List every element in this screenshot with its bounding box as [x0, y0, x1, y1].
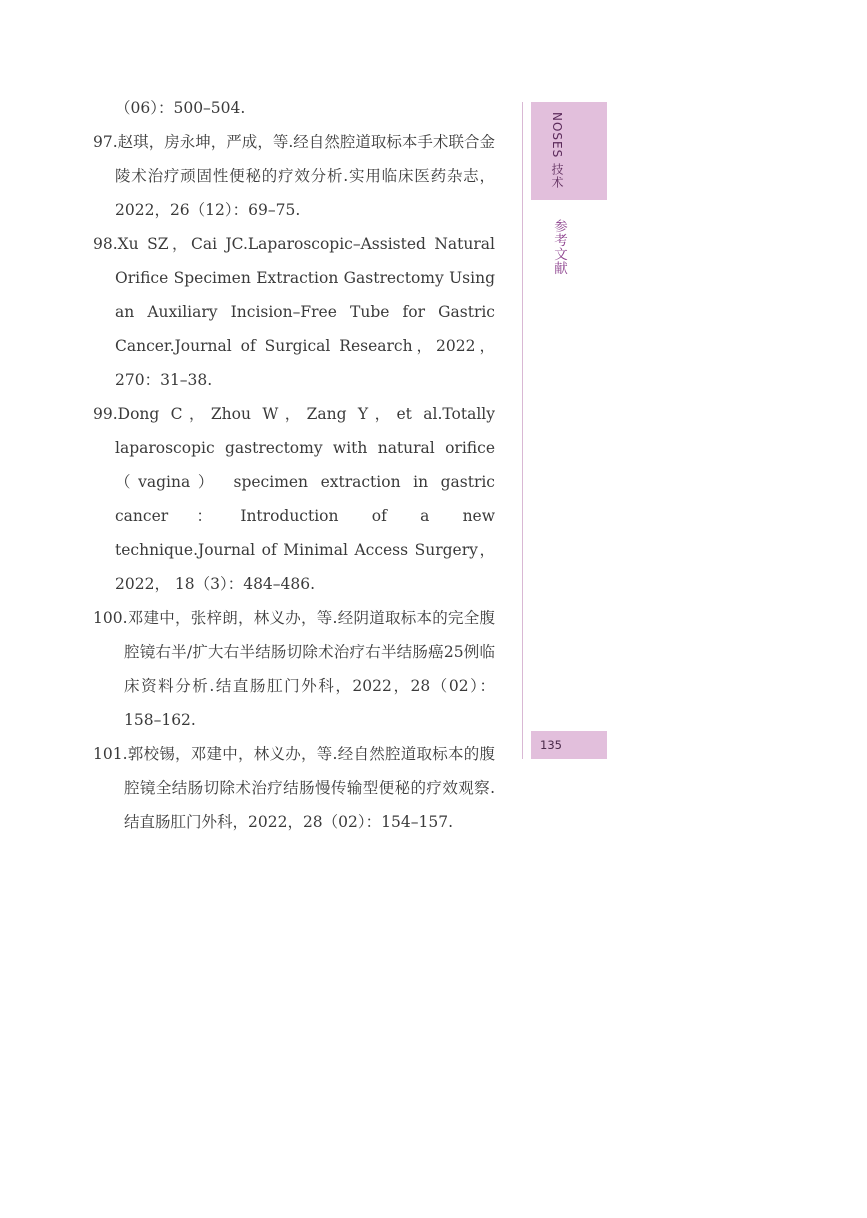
book-title-label: NOSES 技术 — [550, 112, 564, 190]
reference-item-96-continuation: （06）：500–504. — [115, 99, 246, 117]
reference-item-99: 99.Dong C，Zhou W，Zang Y，et al.Totally laparoscopic gastrectomy with natural orifice （vagina） specimen extraction in gastric cancer：Introduction of a new technique.Journal of Minimal Access Surgery，2022， 18（3）：484–486. — [93, 405, 495, 593]
page-number: 135 — [540, 738, 562, 752]
reference-item-97: 97.赵琪，房永坤，严成，等.经自然腔道取标本手术联合金陵术治疗顽固性便秘的疗效分析.实用临床医药杂志，2022，26（12）：69–75. — [93, 133, 495, 219]
book-title-tab — [531, 102, 607, 200]
section-label: 参考文献 — [551, 219, 567, 275]
margin-divider — [522, 102, 523, 759]
reference-item-100: 100.邓建中，张梓朗，林义办，等.经阴道取标本的完全腹腔镜右半/扩大右半结肠切除术治疗右半结肠癌25例临床资料分析.结直肠肛门外科，2022，28（02）：158–162. — [93, 609, 495, 729]
reference-list — [93, 91, 495, 839]
reference-item-101: 101.郭校锡，邓建中，林义办，等.经自然腔道取标本的腹腔镜全结肠切除术治疗结肠慢传输型便秘的疗效观察.结直肠肛门外科，2022，28（02）：154–157. — [93, 745, 495, 831]
reference-item-98: 98.Xu SZ，Cai JC.Laparoscopic–Assisted Natural Orifice Specimen Extraction Gastrectomy Using an Auxiliary Incision–Free Tube for Gastric Cancer.Journal of Surgical Research，2022，270：31–38. — [93, 235, 495, 389]
